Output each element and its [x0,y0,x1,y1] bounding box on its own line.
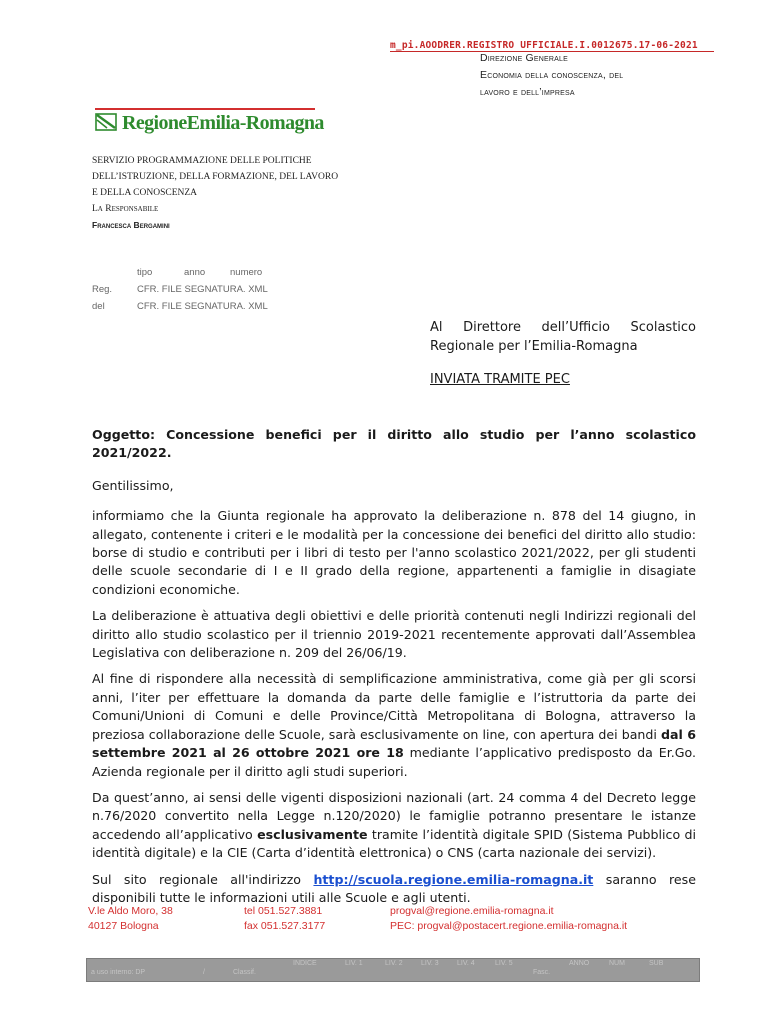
letter-greeting: Gentilissimo, [92,477,174,493]
paragraph [92,871,696,908]
protocol-del-label: del [92,301,105,312]
phone-line: tel 051.527.3881 [244,905,323,917]
direction-line: lavoro e dell’impresa [480,86,575,98]
school-site-link[interactable]: http://scuola.regione.emilia-romagna.it [313,871,594,887]
address-line: V.le Aldo Moro, 38 [88,905,173,917]
paragraph-text: Da quest’anno, ai sensi delle vigenti disposizioni nazionali (art. 24 comma 4 del Decreto legge n.76/2020 convertito nella Legge n.120/2020) le famiglie potranno presentare le istanze accedendo all’applicativo [92,789,696,842]
responsible-name: Francesca Bergamini [92,220,170,230]
email-line: progval@regione.emilia-romagna.it [390,905,554,917]
recipient-line: Al Direttore dell’Ufficio Scolastico [430,320,696,335]
logo-red-line [95,108,315,110]
direction-line: Economia della conoscenza, del [480,69,624,81]
liv2-label: LIV. 2 [385,960,403,967]
logo-text: RegioneEmilia-Romagna [122,112,324,134]
service-line: SERVIZIO PROGRAMMAZIONE DELLE POLITICHE [92,156,312,166]
footer-phone [244,904,325,934]
liv5-label: LIV. 5 [495,960,513,967]
region-map-icon [95,108,117,134]
fax-line: fax 051.527.3177 [244,920,326,932]
region-logo [95,108,325,142]
fasc-label: Fasc. [533,969,551,976]
application-dates: dal 6 settembre 2021 al 26 ottobre 2021 ore 18 [92,726,697,761]
footer-address [88,904,173,934]
service-block [92,153,382,233]
liv1-label: LIV. 1 [345,960,363,967]
protocol-reg-label: Reg. [92,284,113,295]
classif-label: Classif. [233,969,256,976]
paragraph-text: Sul sito regionale all'indirizzo [92,871,314,887]
recipient-line: Regionale per l’Emilia-Romagna [430,339,638,354]
sub-label: SUB [649,960,664,967]
anno-label: ANNO [569,960,590,967]
slash-divider: / [203,969,205,976]
emphasis-text: esclusivamente [257,826,368,842]
indice-label: INDICE [293,960,317,967]
paragraph [92,670,696,780]
classification-bar [86,958,700,982]
protocol-header-anno: anno [184,267,206,278]
service-line: DELL’ISTRUZIONE, DELLA FORMAZIONE, DEL LAVORO [92,172,339,182]
protocol-header-tipo: tipo [137,267,153,278]
paragraph-text: saranno rese disponibili tutte le informazioni utili alle Scuole e agli utenti. [92,871,696,905]
protocol-header-numero: numero [230,267,263,278]
sent-via-pec: INVIATA TRAMITE PEC [430,372,570,387]
protocol-del-value: CFR. FILE SEGNATURA. XML [137,301,268,312]
paragraph-text: Al fine di rispondere alla necessità di semplificazione amministrativa, come già per gli scorsi anni, l’iter per effettuare la domanda da parte delle famiglie e l’istruttoria da parte dei Comuni/Unioni di Comuni e delle Province/Città Metropolitana di Bologna, attraverso la preziosa collaborazione delle Scuole, sarà esclusivamente on line, con apertura dei bandi [92,671,696,742]
responsible-title: La Responsabile [92,204,159,214]
footer-email [390,904,627,934]
num-label: NUM [609,960,625,967]
letter-subject: Oggetto: Concessione benefici per il diritto allo studio per l’anno scolastico 2021/2022. [92,427,696,461]
protocol-reg-value: CFR. FILE SEGNATURA. XML [137,284,268,295]
paragraph: La deliberazione è attuativa degli obiettivi e delle priorità contenuti negli Indirizzi regionali del diritto allo studio scolastico per il triennio 2019-2021 recentemente approvati dall’Assemblea Legislativa con deliberazione n. 209 del 26/06/19. [92,608,696,661]
direction-header [480,50,740,101]
paragraph-text: mediante l’applicativo predisposto da Er.Go. Azienda regionale per il diritto agli studi superiori. [92,745,696,779]
paragraph-text: tramite l’identità digitale SPID (Sistema Pubblico di identità digitale) e la CIE (Carta d’identità elettronica) o CNS (carta nazionale dei servizi). [92,826,696,861]
paragraph: informiamo che la Giunta regionale ha approvato la deliberazione n. 878 del 14 giugno, in allegato, contenente i criteri e le modalità per la concessione dei benefici del diritto allo studio: borse di studio e contributi per i libri di testo per l'anno scolastico 2021/2022, per gli studenti delle scuole secondarie di I e II grado della regione, appartenenti a famiglie in disagiate condizioni economiche. [92,508,696,597]
liv3-label: LIV. 3 [421,960,439,967]
recipient-block [430,318,696,389]
protocol-stamp: m_pi.AOODRER.REGISTRO UFFICIALE.I.0012675.17-06-2021 [390,40,714,52]
letter-body [92,426,696,915]
paragraph [92,789,696,863]
pec-line: PEC: progval@postacert.regione.emilia-romagna.it [390,920,628,932]
liv4-label: LIV. 4 [457,960,475,967]
address-line: 40127 Bologna [88,920,159,932]
direction-line: Direzione Generale [480,52,569,64]
service-line: E DELLA CONOSCENZA [92,188,198,198]
internal-use-label: a uso interno: DP [91,969,146,976]
